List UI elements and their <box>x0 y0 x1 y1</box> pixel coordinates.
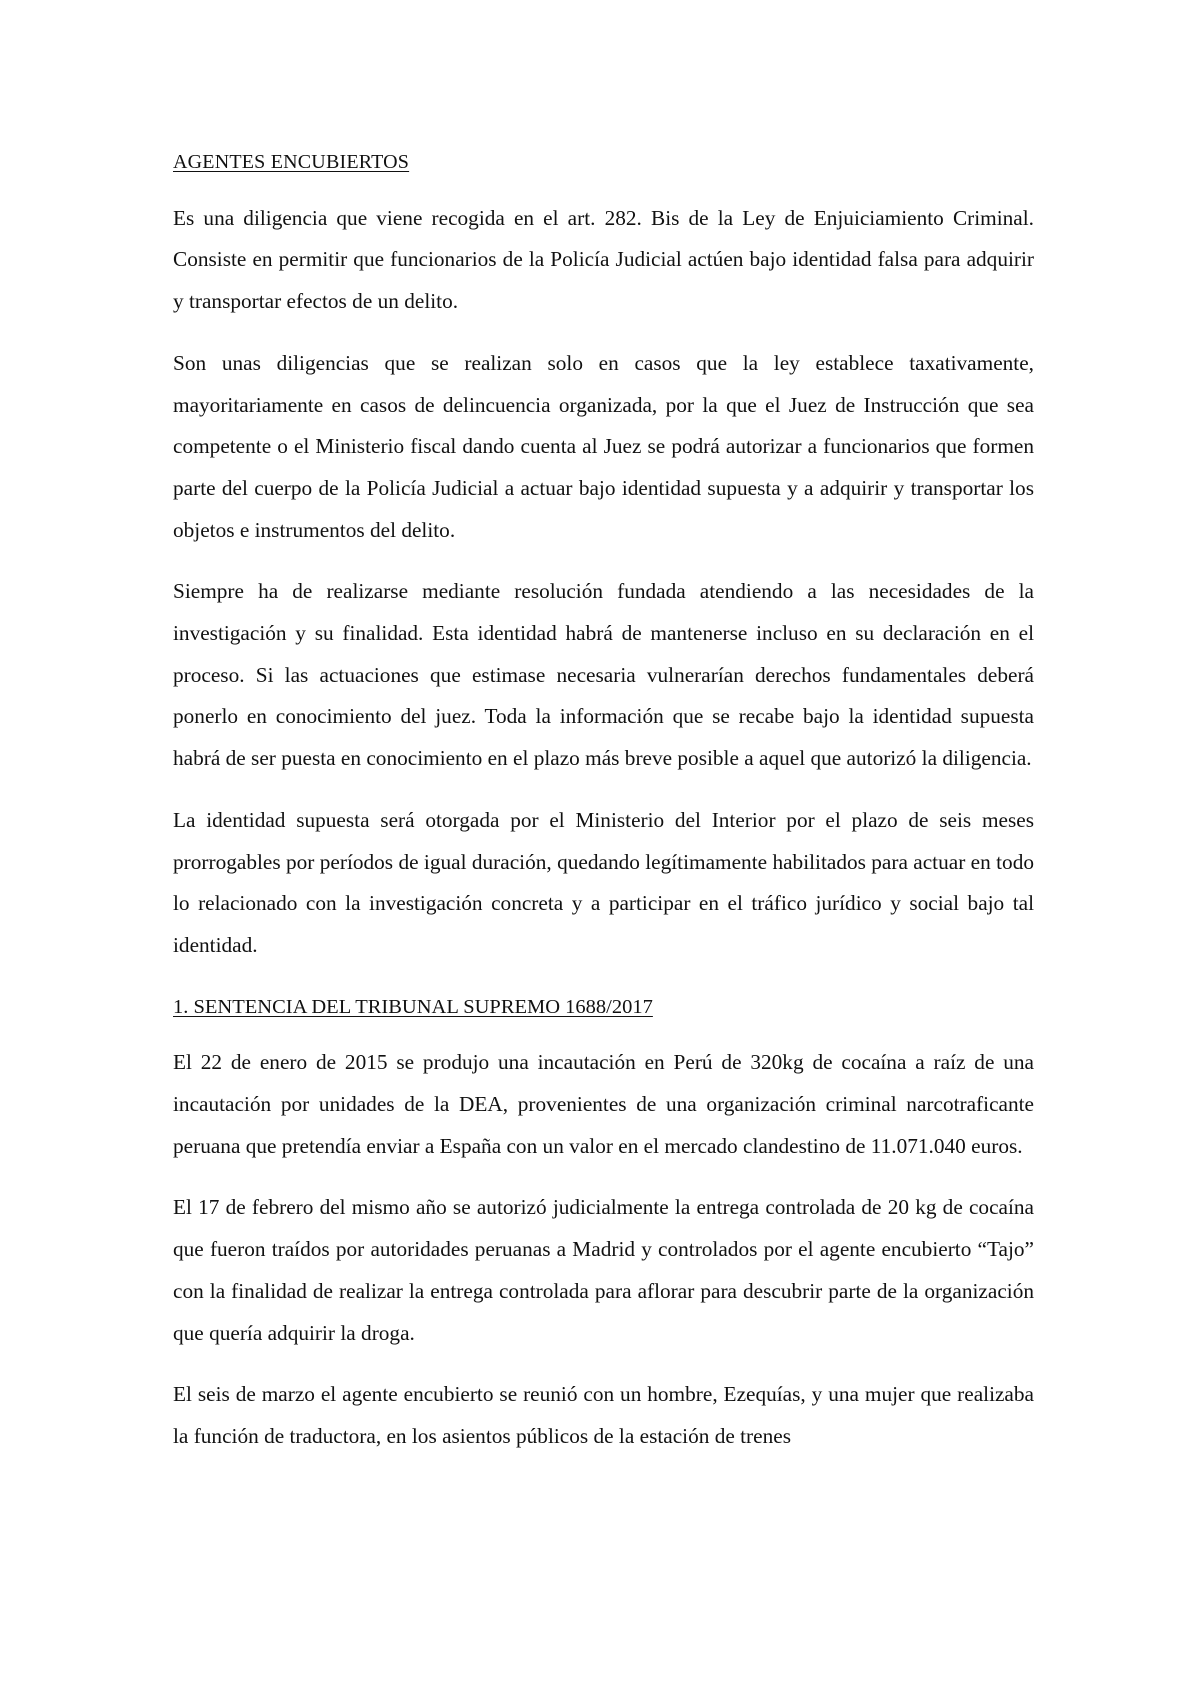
paragraph-identity: La identidad supuesta será otorgada por el Ministerio del Interior por el plazo de seis meses prorrogables por períodos de igual duración, quedando legítimamente habilitados para actuar en todo lo relacionado con la investigación concreta y a participar en el tráfico jurídico y social bajo tal identidad. <box>173 807 1034 957</box>
paragraph-seizure: El 22 de enero de 2015 se produjo una incautación en Perú de 320kg de cocaína a raíz de una incautación por unidades de la DEA, provenientes de una organización criminal narcotraficante peruana que pretendía enviar a España con un valor en el mercado clandestino de 11.071.040 euros. <box>173 1050 1034 1158</box>
paragraph-controlled-delivery: El 17 de febrero del mismo año se autorizó judicialmente la entrega controlada de 20 kg de cocaína que fueron traídos por autoridades peruanas a Madrid y controlados por el agente encubierto “Tajo” con la finalidad de realizar la entrega controlada para aflorar para descubrir parte de la organización que quería adquirir la droga. <box>173 1195 1034 1345</box>
paragraph-cases: Son unas diligencias que se realizan solo en casos que la ley establece taxativamente, mayoritariamente en casos de delincuencia organizada, por la que el Juez de Instrucción que sea competente o el Ministerio fiscal dando cuenta al Juez se podrá autorizar a funcionarios que formen parte del cuerpo de la Policía Judicial a actuar bajo identidad supuesta y a adquirir y transportar los objetos e instrumentos del delito. <box>173 350 1034 542</box>
document-title: AGENTES ENCUBIERTOS <box>173 151 410 173</box>
paragraph-meeting: El seis de marzo el agente encubierto se reunió con un hombre, Ezequías, y una mujer que realizaba la función de traductora, en los asientos públicos de la estación de trenes <box>173 1382 1034 1448</box>
paragraph-resolution: Siempre ha de realizarse mediante resolución fundada atendiendo a las necesidades de la investigación y su finalidad. Esta identidad habrá de mantenerse incluso en su declaración en el proceso. Si las actuaciones que estimase necesaria vulnerarían derechos fundamentales deberá ponerlo en conocimiento del juez. Toda la información que se recabe bajo la identidad supuesta habrá de ser puesta en conocimiento en el plazo más breve posible a aquel que autorizó la diligencia. <box>173 579 1034 771</box>
section-heading: 1. SENTENCIA DEL TRIBUNAL SUPREMO 1688/2017 <box>173 995 653 1018</box>
paragraph-intro: Es una diligencia que viene recogida en el art. 282. Bis de la Ley de Enjuiciamiento Criminal. Consiste en permitir que funcionarios de la Policía Judicial actúen bajo identidad falsa para adquirir y transportar efectos de un delito. <box>173 205 1034 314</box>
document-body <box>173 142 1034 1458</box>
